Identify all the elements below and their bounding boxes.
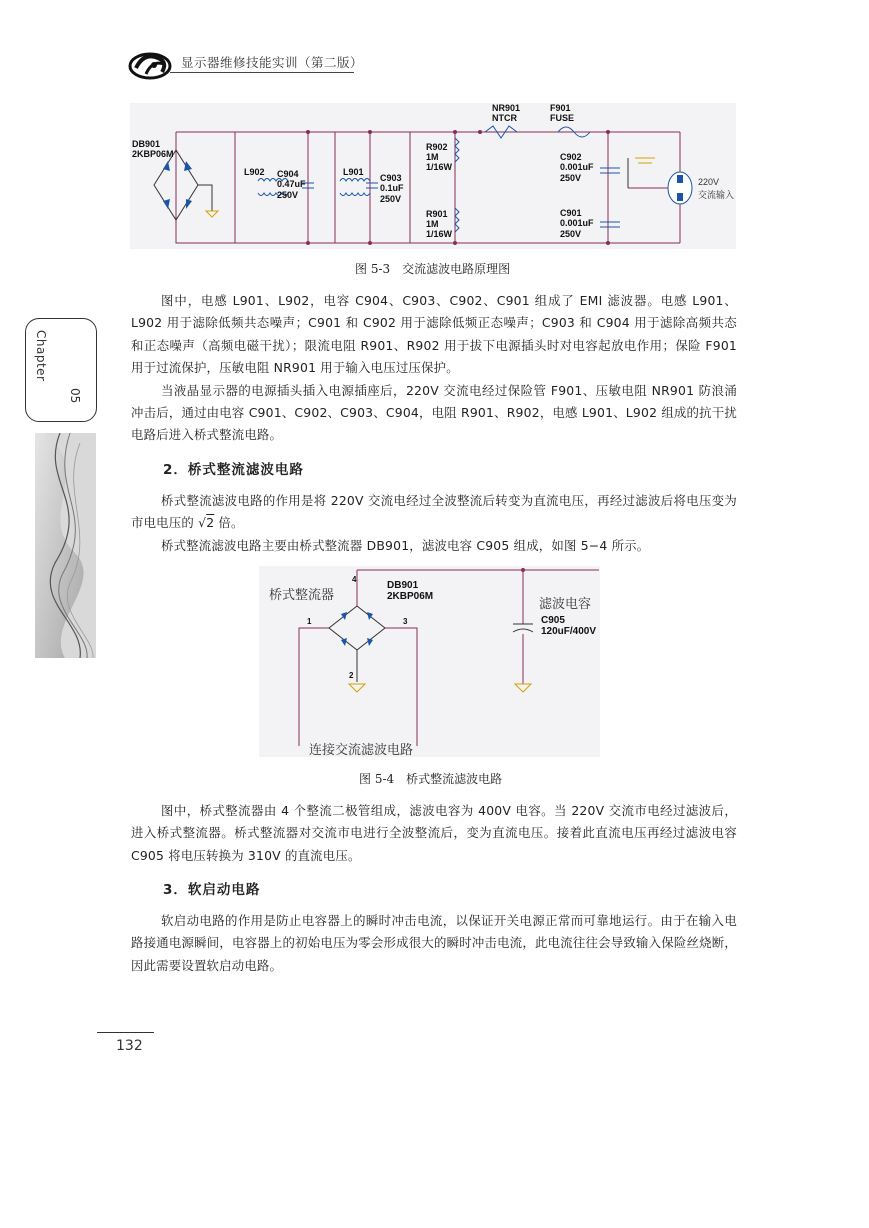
bridge-rectifier-schematic xyxy=(259,566,600,757)
label-connect: 连接交流滤波电路 xyxy=(309,742,414,757)
footer-divider xyxy=(97,1032,154,1033)
label-c904-voltage: 250V xyxy=(277,190,299,200)
header-divider xyxy=(170,72,354,73)
label-filter-cap: 滤波电容 xyxy=(539,596,592,611)
publisher-logo-icon xyxy=(128,48,180,80)
label-r901: R901 xyxy=(426,209,448,219)
label-c901-voltage: 250V xyxy=(560,229,582,239)
pin-2: 2 xyxy=(349,671,354,680)
label-r901-power: 1/16W xyxy=(426,229,453,239)
figure-5-3-caption: 图 5-3 交流滤波电路原理图 xyxy=(355,262,511,276)
label-nr901: NR901 xyxy=(492,103,521,113)
label-c905-value: 120uF/400V xyxy=(541,626,597,637)
decorative-swirl-image xyxy=(35,433,96,658)
label-f901: F901 xyxy=(550,103,571,113)
label-c901-value: 0.001uF xyxy=(560,218,594,228)
sqrt-symbol: √ xyxy=(198,515,207,531)
figure-5-4-caption: 图 5-4 桥式整流滤波电路 xyxy=(359,772,503,786)
label-c904-value: 0.47uF xyxy=(277,179,306,189)
label-c903-voltage: 250V xyxy=(380,194,402,204)
label-r902: R902 xyxy=(426,142,448,152)
chapter-label: Chapter xyxy=(34,330,48,382)
pin-4: 4 xyxy=(352,575,357,584)
text-block-1 xyxy=(131,290,737,447)
ac-filter-schematic xyxy=(130,103,736,249)
section-heading-3: 3．软启动电路 xyxy=(163,882,261,898)
section-heading-2: 2．桥式整流滤波电路 xyxy=(163,462,304,478)
chapter-number: 05 xyxy=(68,388,82,404)
label-input-voltage: 220V xyxy=(698,177,720,187)
paragraph: 桥式整流滤波电路主要由桥式整流器 DB901，滤波电容 C905 组成，如图 5−4 所示。 xyxy=(161,537,650,553)
label-db901-model: 2KBP06M xyxy=(132,149,174,159)
text-block-4 xyxy=(131,910,737,977)
label-c905: C905 xyxy=(541,615,565,626)
sqrt-value: 2 xyxy=(206,515,215,531)
label-c902-value: 0.001uF xyxy=(560,162,594,172)
paragraph: 图中，桥式整流器由 4 个整流二极管组成，滤波电容为 400V 电容。当 220V 交流市电经过滤波后，进入桥式整流器。桥式整流器对交流市电进行全波整流后，变为直流电压。接着此直流电压再经过滤波电容 C905 将电压转换为 310V 的直流电压。 xyxy=(131,803,737,863)
paragraph: 图中，电感 L901、L902，电容 C904、C903、C902、C901 组成了 EMI 滤波器。电感 L901、L902 用于滤除低频共态噪声；C901 和 C902 用于滤除低频正态噪声；C903 和 C904 用于滤除高频共态和正态噪声（高频电磁干扰）；限流电阻 R901、R902 用于拔下电源插头时对电容起放电作用；保险 F901 用于过流保护，压敏电阻 NR901 用于输入电压过压保护。 xyxy=(131,293,737,376)
label-c902-voltage: 250V xyxy=(560,173,582,183)
pin-1: 1 xyxy=(307,617,312,626)
paragraph: 当液晶显示器的电源插头插入电源插座后，220V 交流电经过保险管 F901、压敏电阻 NR901 防浪涌冲击后，通过由电容 C901、C902、C903、C904，电阻 R901、R902，电感 L901、L902 组成的抗干扰电路后进入桥式整流电路。 xyxy=(131,382,737,443)
label-f901-type: FUSE xyxy=(550,113,575,123)
label-c903-value: 0.1uF xyxy=(380,183,404,193)
label-r902-power: 1/16W xyxy=(426,162,453,172)
label-db901-model: 2KBP06M xyxy=(387,591,434,602)
label-r901-value: 1M xyxy=(426,219,439,229)
paragraph: 桥式整流滤波电路的作用是将 220V 交流电经过全波整流后转变为直流电压，再经过滤波后将电压变为市电电压的 √2 倍。 xyxy=(131,493,737,531)
paragraph: 软启动电路的作用是防止电容器上的瞬时冲击电流，以保证开关电源正常而可靠地运行。由于在输入电路接通电源瞬间，电容器上的初始电压为零会形成很大的瞬时冲击电流，此电流往往会导致输入保险丝烧断，因此需要设置软启动电路。 xyxy=(131,913,737,973)
label-c903: C903 xyxy=(380,173,402,183)
pin-3: 3 xyxy=(403,617,408,626)
page-number: 132 xyxy=(116,1038,143,1054)
text-block-3 xyxy=(131,800,737,867)
label-nr901-type: NTCR xyxy=(492,113,517,123)
label-db901: DB901 xyxy=(387,580,419,591)
label-c902: C902 xyxy=(560,152,582,162)
book-title: 显示器维修技能实训（第二版） xyxy=(181,55,364,70)
label-l902: L902 xyxy=(244,167,265,177)
label-input: 交流输入 xyxy=(698,190,735,200)
label-l901: L901 xyxy=(343,167,364,177)
text-block-2 xyxy=(131,490,737,557)
label-bridge: 桥式整流器 xyxy=(269,587,335,602)
label-c901: C901 xyxy=(560,208,582,218)
label-r902-value: 1M xyxy=(426,152,439,162)
label-db901: DB901 xyxy=(132,139,161,149)
label-c904: C904 xyxy=(277,169,299,179)
